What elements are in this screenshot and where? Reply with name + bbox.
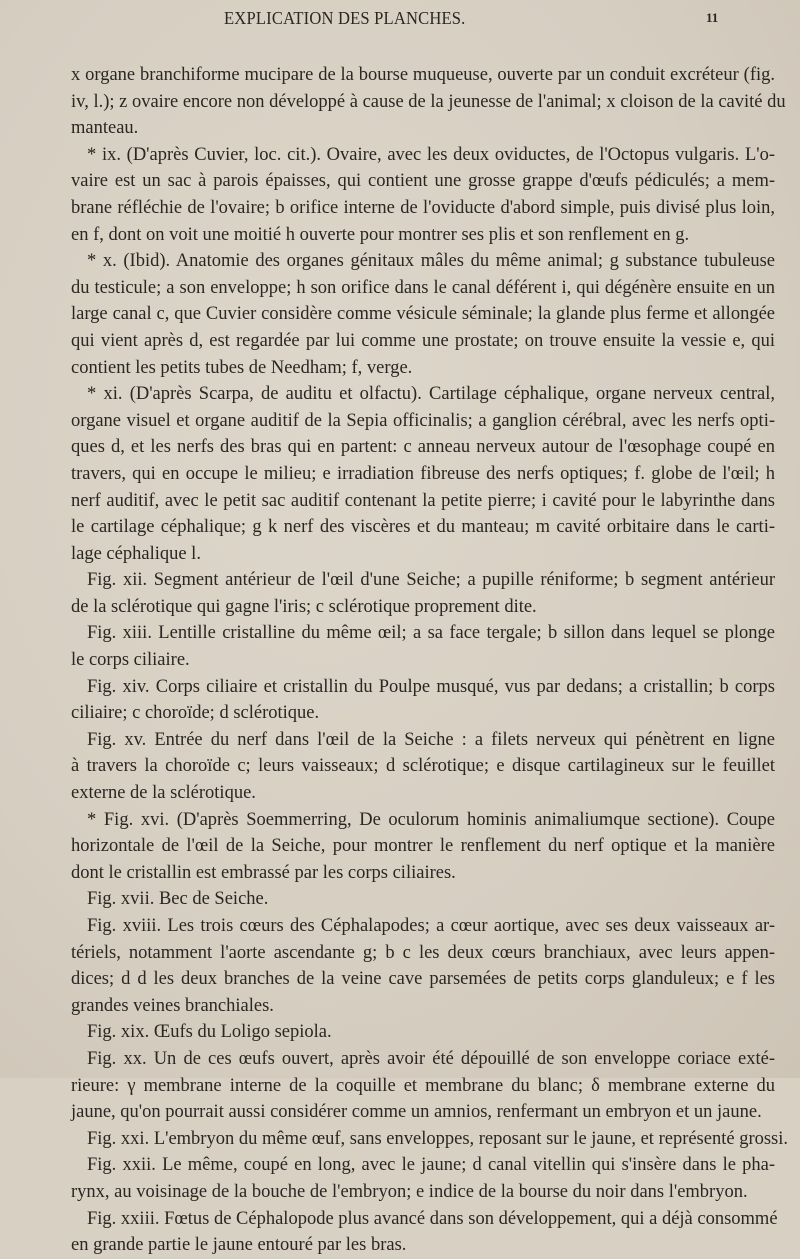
text-line: Fig. xv. Entrée du nerf dans l'œil de la Seiche : a filets nerveux qui pénètrent en ligne — [87, 729, 775, 750]
text-line: le corps ciliaire. — [71, 650, 190, 671]
text-line: brane réfléchie de l'ovaire; b orifice interne de l'oviducte d'abord simple, puis divisé plus loin, — [71, 197, 775, 218]
text-line: Fig. xiv. Corps ciliaire et cristallin du Poulpe musqué, vus par dedans; a cristallin; b corps — [87, 676, 775, 697]
body-text — [71, 62, 789, 1259]
text-line: rynx, au voisinage de la bouche de l'embryon; e indice de la bourse du noir dans l'embryon. — [71, 1181, 748, 1202]
text-line: du testicule; a son enveloppe; h son orifice dans le canal déférent i, qui dégénère ensuite en un — [71, 277, 775, 298]
page-number: 11 — [706, 10, 719, 25]
text-line: en grande partie le jaune entouré par les bras. — [71, 1235, 407, 1256]
text-line: Fig. xii. Segment antérieur de l'œil d'une Seiche; a pupille réniforme; b segment antérieur — [87, 570, 775, 591]
text-line: organe visuel et organe auditif de la Sepia officinalis; a ganglion cérébral, avec les nerfs opti- — [71, 410, 775, 431]
text-line: Fig. xxi. L'embryon du même œuf, sans enveloppes, reposant sur le jaune, et représenté grossi. — [87, 1128, 789, 1149]
text-line: qui vient après d, est regardée par lui comme une prostate; on trouve ensuite la vessie e, qui — [71, 330, 775, 351]
running-header — [0, 0, 800, 40]
text-line: en f, dont on voit une moitié h ouverte pour montrer ses plis et son renflement en g. — [71, 224, 690, 245]
text-line: Fig. xvii. Bec de Seiche. — [87, 889, 269, 910]
text-line: à travers la choroïde c; leurs vaisseaux; d sclérotique; e disque cartilagineux sur le feuillet — [71, 756, 775, 777]
text-line: externe de la sclérotique. — [71, 783, 256, 804]
text-line: * ix. (D'après Cuvier, loc. cit.). Ovaire, avec les deux oviductes, de l'Octopus vulgaris. L'o- — [87, 144, 775, 165]
text-line: tériels, notamment l'aorte ascendante g; b c les deux cœurs branchiaux, avec leurs appen- — [71, 942, 775, 963]
page-title: EXPLICATION DES PLANCHES. — [224, 8, 466, 28]
text-line: le cartilage céphalique; g k nerf des viscères et du manteau; m cavité orbitaire dans le carti- — [71, 517, 775, 538]
text-line: de la sclérotique qui gagne l'iris; c sclérotique proprement dite. — [71, 596, 537, 617]
text-line: Fig. xxiii. Fœtus de Céphalopode plus avancé dans son développement, qui a déjà consommé — [87, 1208, 778, 1229]
text-line: manteau. — [71, 118, 139, 139]
text-line: jaune, qu'on pourrait aussi considérer comme un amnios, renfermant un embryon et un jaune. — [71, 1102, 762, 1123]
text-line: large canal c, que Cuvier considère comme vésicule séminale; la glande plus ferme et allongée — [71, 304, 775, 325]
text-line: Fig. xxii. Le même, coupé en long, avec le jaune; d canal vitellin qui s'insère dans le pha- — [87, 1155, 775, 1176]
text-line: horizontale de l'œil de la Seiche, pour montrer le renflement du nerf optique et la manière — [71, 836, 775, 857]
text-line: Fig. xx. Un de ces œufs ouvert, après avoir été dépouillé de son enveloppe coriace exté- — [87, 1048, 775, 1069]
text-line: Fig. xix. Œufs du Loligo sepiola. — [87, 1022, 332, 1043]
text-line: iv, l.); z ovaire encore non développé à cause de la jeunesse de l'animal; x cloison de la cavité du — [71, 91, 786, 112]
text-line: vaire est un sac à parois épaisses, qui contient une grosse grappe d'œufs pédiculés; a mem- — [71, 171, 775, 192]
text-line: lage céphalique l. — [71, 543, 201, 564]
text-line: * Fig. xvi. (D'après Soemmerring, De oculorum hominis animaliumque sectione). Coupe — [87, 809, 775, 830]
text-line: ciliaire; c choroïde; d sclérotique. — [71, 703, 320, 724]
text-line: dont le cristallin est embrassé par les corps ciliaires. — [71, 862, 456, 883]
text-line: x organe branchiforme mucipare de la bourse muqueuse, ouverte par un conduit excréteur (fig. — [71, 65, 775, 85]
text-line: Fig. xiii. Lentille cristalline du même œil; a sa face tergale; b sillon dans lequel se plonge — [87, 623, 775, 644]
text-line: travers, qui en occupe le milieu; e irradiation fibreuse des nerfs optiques; f. globe de l'œil; h — [71, 463, 775, 484]
text-line: Fig. xviii. Les trois cœurs des Céphalapodes; a cœur aortique, avec ses deux vaisseaux ar- — [87, 916, 775, 936]
text-line: contient les petits tubes de Needham; f, verge. — [71, 357, 413, 378]
text-line: dices; d d les deux branches de la veine cave parsemées de petits corps glanduleux; e f les — [71, 969, 775, 990]
text-line: * xi. (D'après Scarpa, de auditu et olfactu). Cartilage céphalique, organe nerveux central, — [87, 384, 775, 405]
text-line: rieure: γ membrane interne de la coquille et membrane du blanc; δ membrane externe du — [71, 1075, 775, 1096]
text-line: * x. (Ibid). Anatomie des organes génitaux mâles du même animal; g substance tubuleuse — [87, 251, 775, 272]
text-line: nerf auditif, avec le petit sac auditif contenant la petite pierre; i cavité pour le labyrinthe dans — [71, 490, 775, 511]
text-line: grandes veines branchiales. — [71, 995, 274, 1016]
text-line: ques d, et les nerfs des bras qui en partent: c anneau nerveux autour de l'œsophage coupé en — [71, 437, 775, 458]
